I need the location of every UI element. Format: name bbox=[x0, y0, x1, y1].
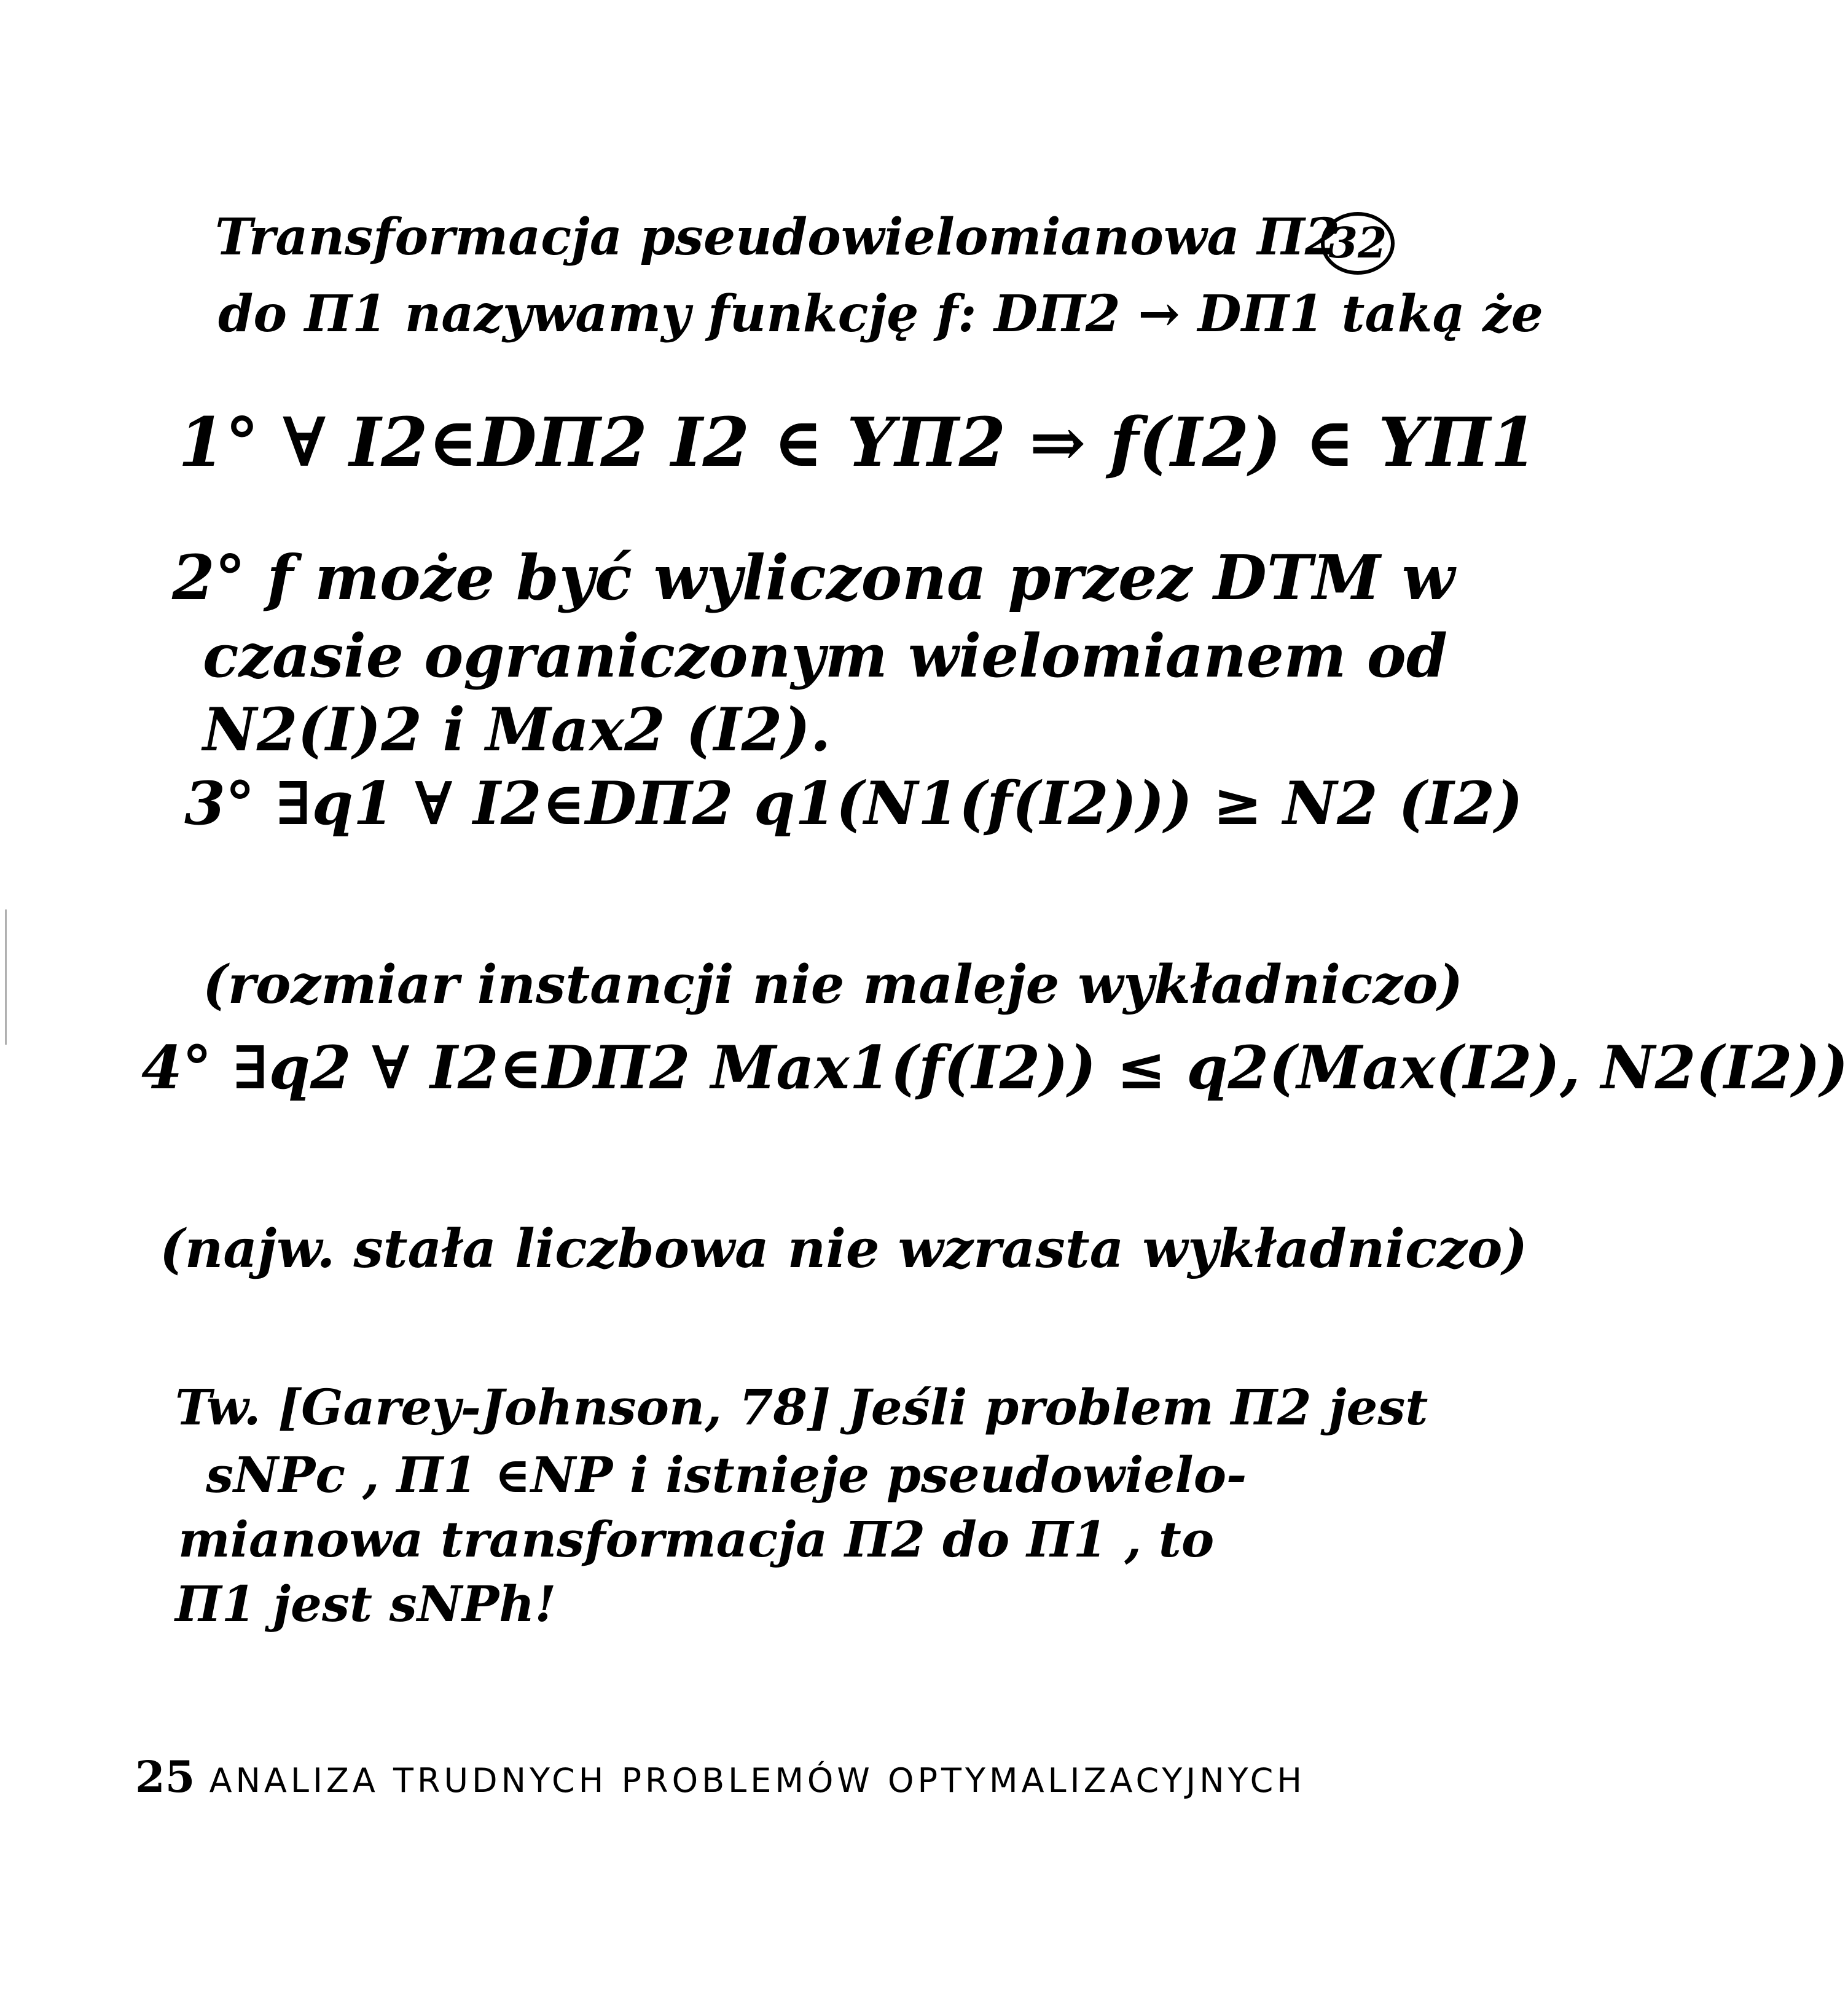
theorem-line-1: Tw. [Garey-Johnson, 78] Jeśli problem Π2 jest bbox=[175, 1378, 1428, 1436]
theorem-line-3: mianowa transformacja Π2 do Π1 , to bbox=[178, 1510, 1215, 1568]
condition-2-line-3: N2(I)2 i Max2 (I2). bbox=[203, 695, 831, 764]
page-number: 32 bbox=[1321, 212, 1395, 275]
condition-2-line-2: czasie ograniczonym wielomianem od bbox=[203, 621, 1447, 691]
scan-edge-mark bbox=[5, 909, 7, 1045]
footer bbox=[135, 1751, 1306, 1802]
condition-4: 4° ∃q2 ∀ I2∈DΠ2 Max1(f(I2)) ≤ q2(Max(I2), N2(I2)) bbox=[141, 1033, 1848, 1102]
theorem-line-2: sNPc , Π1 ∈NP i istnieje pseudowielo- bbox=[206, 1446, 1247, 1504]
condition-2-line-1: 2° f może być wyliczona przez DTM w bbox=[172, 541, 1455, 614]
condition-3-note: (rozmiar instancji nie maleje wykładniczo) bbox=[203, 954, 1463, 1016]
condition-1: 1° ∀ I2∈DΠ2 I2 ∈ YΠ2 ⇒ f(I2) ∈ YΠ1 bbox=[178, 403, 1538, 482]
definition-line-1: Transformacja pseudowielomianowa Π2 bbox=[215, 208, 1340, 267]
footer-title: ANALIZA TRUDNYCH PROBLEMÓW OPTYMALIZACYJNYCH bbox=[209, 1761, 1306, 1800]
condition-3: 3° ∃q1 ∀ I2∈DΠ2 q1(N1(f(I2))) ≥ N2 (I2) bbox=[184, 769, 1523, 838]
footer-number: 25 bbox=[135, 1751, 195, 1802]
theorem-line-4: Π1 jest sNPh! bbox=[175, 1575, 557, 1633]
condition-4-note: (najw. stała liczbowa nie wzrasta wykładniczo) bbox=[160, 1218, 1528, 1280]
definition-line-2: do Π1 nazywamy funkcję f: DΠ2 → DΠ1 taką że bbox=[218, 285, 1543, 344]
